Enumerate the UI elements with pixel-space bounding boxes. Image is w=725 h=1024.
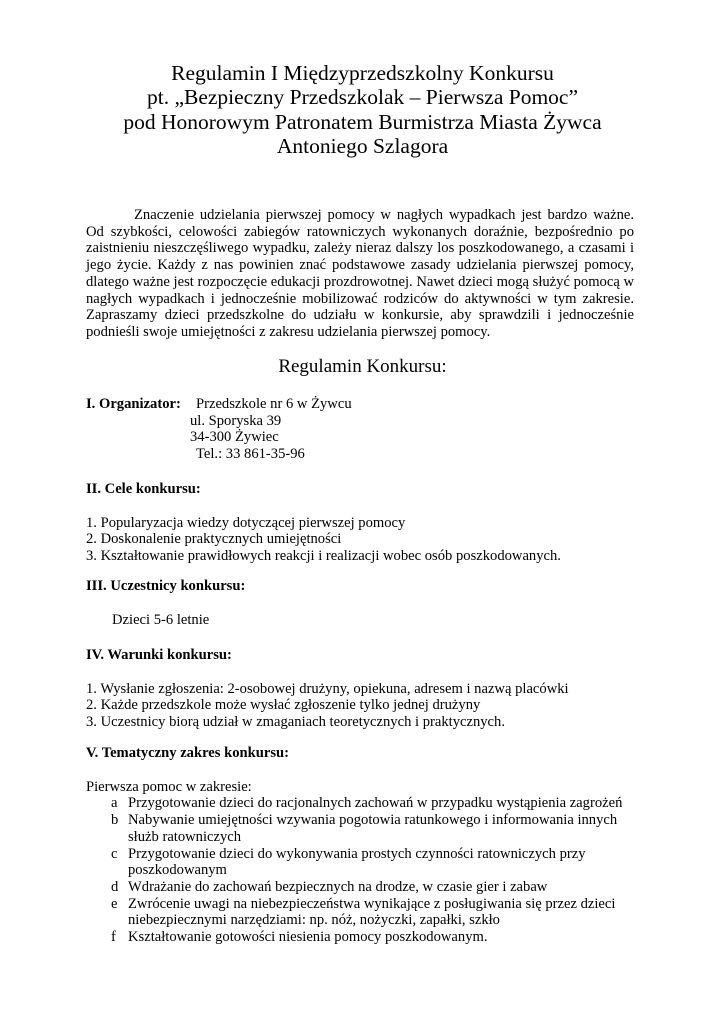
condition-item: 2. Każde przedszkole może wysłać zgłoszenie tylko jednej drużyny (86, 697, 481, 714)
scope-item-letter: b (111, 812, 119, 829)
scope-item-text: Wdrażanie do zachowań bezpiecznych na drodze, w czasie gier i zabaw (128, 878, 548, 895)
scope-item (86, 929, 648, 946)
organizer-line: Tel.: 33 861-35-96 (196, 446, 305, 463)
scope-item-letter: e (111, 895, 118, 912)
condition-item: 3. Uczestnicy biorą udział w zmaganiach teoretycznych i praktycznych. (86, 714, 505, 731)
regulamin-heading: Regulamin Konkursu: (278, 356, 447, 377)
goal-item: 2. Doskonalenie praktycznych umiejętności (86, 531, 342, 548)
intro-text: Znaczenie udzielania pierwszej pomocy w nagłych wypadkach jest bardzo ważne. Od szybkości, celowości zabiegów ratowniczych wykonanych doraźnie, bezpośrednio po zaistnieniu nieszczęśliwego wypadku, zależy nieraz dalszy los poszkodowanego, a czasami i jego życie. Każdy z nas powinien znać podstawowe zasady udzielania pierwszej pomocy, dlatego ważne jest rozpoczęcie edukacji prozdrowotnej. Nawet dzieci mogą służyć pomocą w nagłych wypadkach i jednocześnie mobilizować rodziców do aktywności w tym zakresie. Zapraszamy dzieci przedszkolne do udziału w konkursie, aby sprawdzili i jednocześnie podnieśli swoje umiejętności z zakresu udzielania pierwszej pomocy. (86, 207, 634, 340)
scope-item-letter: c (111, 845, 118, 862)
condition-item: 1. Wysłanie zgłoszenia: 2-osobowej drużyny, opiekuna, adresem i nazwą placówki (86, 680, 569, 697)
scope-section (86, 745, 646, 946)
conditions-section (86, 647, 646, 731)
scope-item-text: Przygotowanie dzieci do racjonalnych zachowań w przypadku wystąpienia zagrożeń (128, 795, 623, 812)
participants-section (86, 578, 646, 628)
document-title (60, 61, 665, 158)
participants-heading: III. Uczestnicy konkursu: (86, 578, 246, 594)
scope-item (86, 795, 648, 812)
conditions-heading: IV. Warunki konkursu: (86, 647, 232, 663)
scope-item-letter: a (111, 795, 118, 812)
title-line: Antoniego Szlagora (276, 133, 449, 158)
goal-item: 3. Kształtowanie prawidłowych reakcji i realizacji wobec osób poszkodowanych. (86, 548, 561, 565)
participants-text: Dzieci 5-6 letnie (112, 611, 210, 628)
scope-item-text: Przygotowanie dzieci do wykonywania prostych czynności ratowniczych przy poszkodowanym (128, 845, 586, 879)
scope-item (86, 879, 648, 896)
scope-item-letter: f (111, 929, 116, 946)
goal-item: 1. Popularyzacja wiedzy dotyczącej pierwszej pomocy (86, 514, 406, 531)
intro-paragraph (86, 207, 634, 341)
organizer-label: I. Organizator: (86, 396, 181, 412)
goals-section (86, 481, 646, 565)
scope-item (86, 896, 648, 929)
goals-heading: II. Cele konkursu: (86, 481, 201, 497)
scope-item-text: Kształtowanie gotowości niesienia pomocy poszkodowanym. (128, 929, 488, 946)
scope-heading: V. Tematyczny zakres konkursu: (86, 745, 289, 761)
title-line: pod Honorowym Patronatem Burmistrza Miasta Żywca (123, 109, 602, 134)
organizer-address (190, 396, 490, 463)
scope-intro: Pierwsza pomoc w zakresie: (86, 778, 252, 795)
organizer-line: Przedszkole nr 6 w Żywcu (196, 396, 352, 412)
organizer-line: ul. Sporyska 39 (190, 412, 282, 429)
scope-item-text: Zwrócenie uwagi na niebezpieczeństwa wynikające z posługiwania się przez dzieci niebezpiecznymi narzędziami: np. nóż, nożyczki, zapałki, szkło (128, 895, 616, 929)
scope-item-text: Nabywanie umiejętności wzywania pogotowia ratunkowego i informowania innych służb ratowniczych (128, 812, 618, 845)
scope-item (86, 812, 648, 845)
scope-item (86, 846, 648, 879)
organizer-line: 34-300 Żywiec (190, 429, 279, 446)
title-line: pt. „Bezpieczny Przedszkolak – Pierwsza Pomoc” (146, 85, 579, 110)
scope-item-letter: d (111, 878, 119, 895)
title-line: Regulamin I Międzyprzedszkolny Konkursu (171, 61, 554, 85)
